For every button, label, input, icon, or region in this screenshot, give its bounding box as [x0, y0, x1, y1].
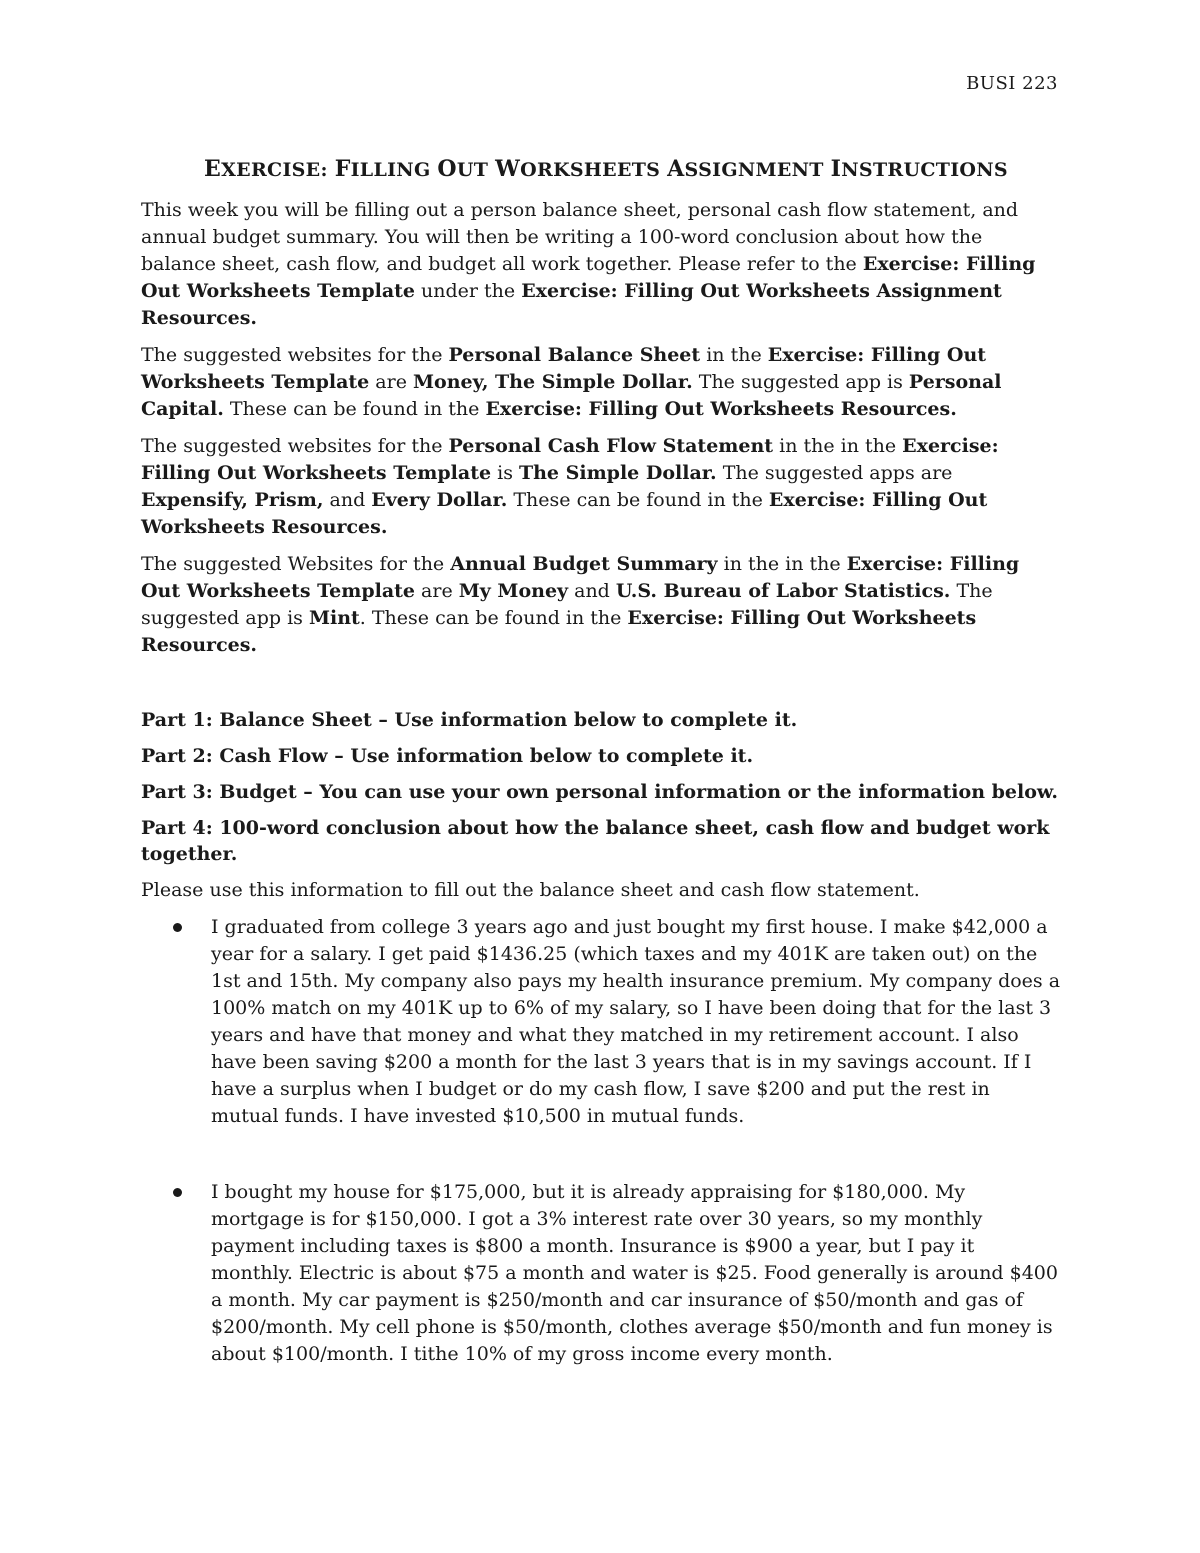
text: under the: [415, 280, 522, 302]
bold-text: Expensify, Prism,: [141, 489, 324, 511]
bold-text: Exercise: Filling Out Worksheets Resources.: [485, 398, 957, 420]
list-item: [141, 914, 1061, 1130]
course-header: BUSI 223: [966, 73, 1058, 94]
cash-flow-paragraph: [141, 433, 1061, 541]
bold-text: Exercise: Filling Out Worksheets Template: [141, 553, 1020, 602]
text: These can be found in the: [507, 489, 769, 511]
title-rest: ILLING: [350, 159, 431, 181]
text: in the: [700, 344, 768, 366]
text: The suggested websites for the: [141, 435, 449, 457]
bold-text: Exercise: Filling Out Worksheets Resources.: [141, 489, 988, 538]
document-body: [141, 156, 1061, 1368]
bullet-icon: [173, 923, 182, 932]
text: The suggested app is: [141, 580, 993, 629]
title-cap: W: [495, 156, 521, 182]
text: and: [323, 489, 372, 511]
bold-text: Exercise: Filling Out Worksheets Assignment Resources.: [141, 280, 1002, 329]
title-rest: SSIGNMENT: [684, 159, 824, 181]
title-rest: NSTRUCTIONS: [841, 159, 1008, 181]
bold-text: Exercise: Filling Out Worksheets Template: [141, 344, 987, 393]
text: . These can be found in the: [359, 607, 628, 629]
bold-text: Personal Balance Sheet: [448, 344, 701, 366]
text: The suggested Websites for the: [141, 553, 451, 575]
bold-text: Exercise: Filling Out Worksheets Resources.: [141, 607, 977, 656]
part-2-heading: Part 2: Cash Flow – Use information below to complete it.: [141, 745, 754, 767]
bold-text: My Money: [458, 580, 569, 602]
list-item: [141, 1179, 1061, 1368]
title-cap: O: [437, 156, 457, 182]
text: These can be found in the: [223, 398, 486, 420]
bold-text: Exercise: Filling Out Worksheets Template: [141, 435, 999, 484]
info-intro: Please use this information to fill out the balance sheet and cash flow statement.: [141, 879, 920, 901]
spacer: [141, 669, 1061, 707]
part-3-heading: Part 3: Budget – You can use your own personal information or the information below.: [141, 781, 1058, 803]
intro-paragraph: [141, 197, 1061, 332]
text: in the in the: [717, 553, 847, 575]
bold-text: Money, The Simple Dollar.: [412, 371, 693, 393]
text: are: [369, 371, 413, 393]
bold-text: Exercise: Filling Out Worksheets Template: [141, 253, 1036, 302]
bold-text: Every Dollar.: [371, 489, 508, 511]
bold-text: Personal Cash Flow Statement: [448, 435, 774, 457]
balance-sheet-paragraph: [141, 342, 1061, 423]
document-title: [141, 156, 1061, 182]
bold-text: Mint: [308, 607, 360, 629]
part-1-heading: Part 1: Balance Sheet – Use information below to complete it.: [141, 709, 798, 731]
list-item-text: I graduated from college 3 years ago and just bought my first house. I make $42,000 a year for a salary. I get paid $1436.25 (which taxes and my 401K are taken out) on the 1st and 15th. My company also pays my health insurance premium. My company does a 100% match on my 401K up to 6% of my salary, so I have been doing that for the last 3 years and have that money and what they matched in my retirement account. I also have been saving $200 a month for the last 3 years that is in my savings account. If I have a surplus when I budget or do my cash flow, I save $200 and put the rest in mutual funds. I have invested $10,500 in mutual funds.: [211, 916, 1061, 1127]
title-cap: I: [830, 156, 842, 182]
bold-text: Annual Budget Summary: [450, 553, 718, 575]
part-4-heading: Part 4: 100-word conclusion about how the balance sheet, cash flow and budget work together.: [141, 817, 1050, 865]
text: The suggested apps are: [716, 462, 953, 484]
title-cap: A: [667, 156, 685, 182]
text: in the in the: [773, 435, 903, 457]
title-cap: E: [204, 156, 222, 182]
title-rest: UT: [456, 159, 489, 181]
title-rest: XERCISE:: [221, 159, 328, 181]
title-cap: F: [334, 156, 351, 182]
text: are: [415, 580, 459, 602]
title-rest: ORKSHEETS: [520, 159, 661, 181]
text: The suggested websites for the: [141, 344, 449, 366]
text: is: [491, 462, 519, 484]
bold-text: U.S. Bureau of Labor Statistics.: [615, 580, 951, 602]
text: and: [568, 580, 616, 602]
text: The suggested app is: [692, 371, 909, 393]
budget-paragraph: [141, 551, 1061, 659]
bold-text: The Simple Dollar.: [518, 462, 717, 484]
text: This week you will be filling out a person balance sheet, personal cash flow statement, and annual budget summary. You will then be writing a 100-word conclusion about how the balance sheet, cash flow, and budget all work together. Please refer to the: [141, 199, 1019, 275]
bullet-icon: [173, 1188, 182, 1197]
info-list: [141, 914, 1061, 1368]
bold-text: Personal Capital.: [141, 371, 1002, 420]
list-item-text: I bought my house for $175,000, but it is already appraising for $180,000. My mortgage is for $150,000. I got a 3% interest rate over 30 years, so my monthly payment including taxes is $800 a month. Insurance is $900 a year, but I pay it monthly. Electric is about $75 a month and water is $25. Food generally is around $400 a month. My car payment is $250/month and car insurance of $50/month and gas of $200/month. My cell phone is $50/month, clothes average $50/month and fun money is about $100/month. I tithe 10% of my gross income every month.: [211, 1181, 1058, 1365]
